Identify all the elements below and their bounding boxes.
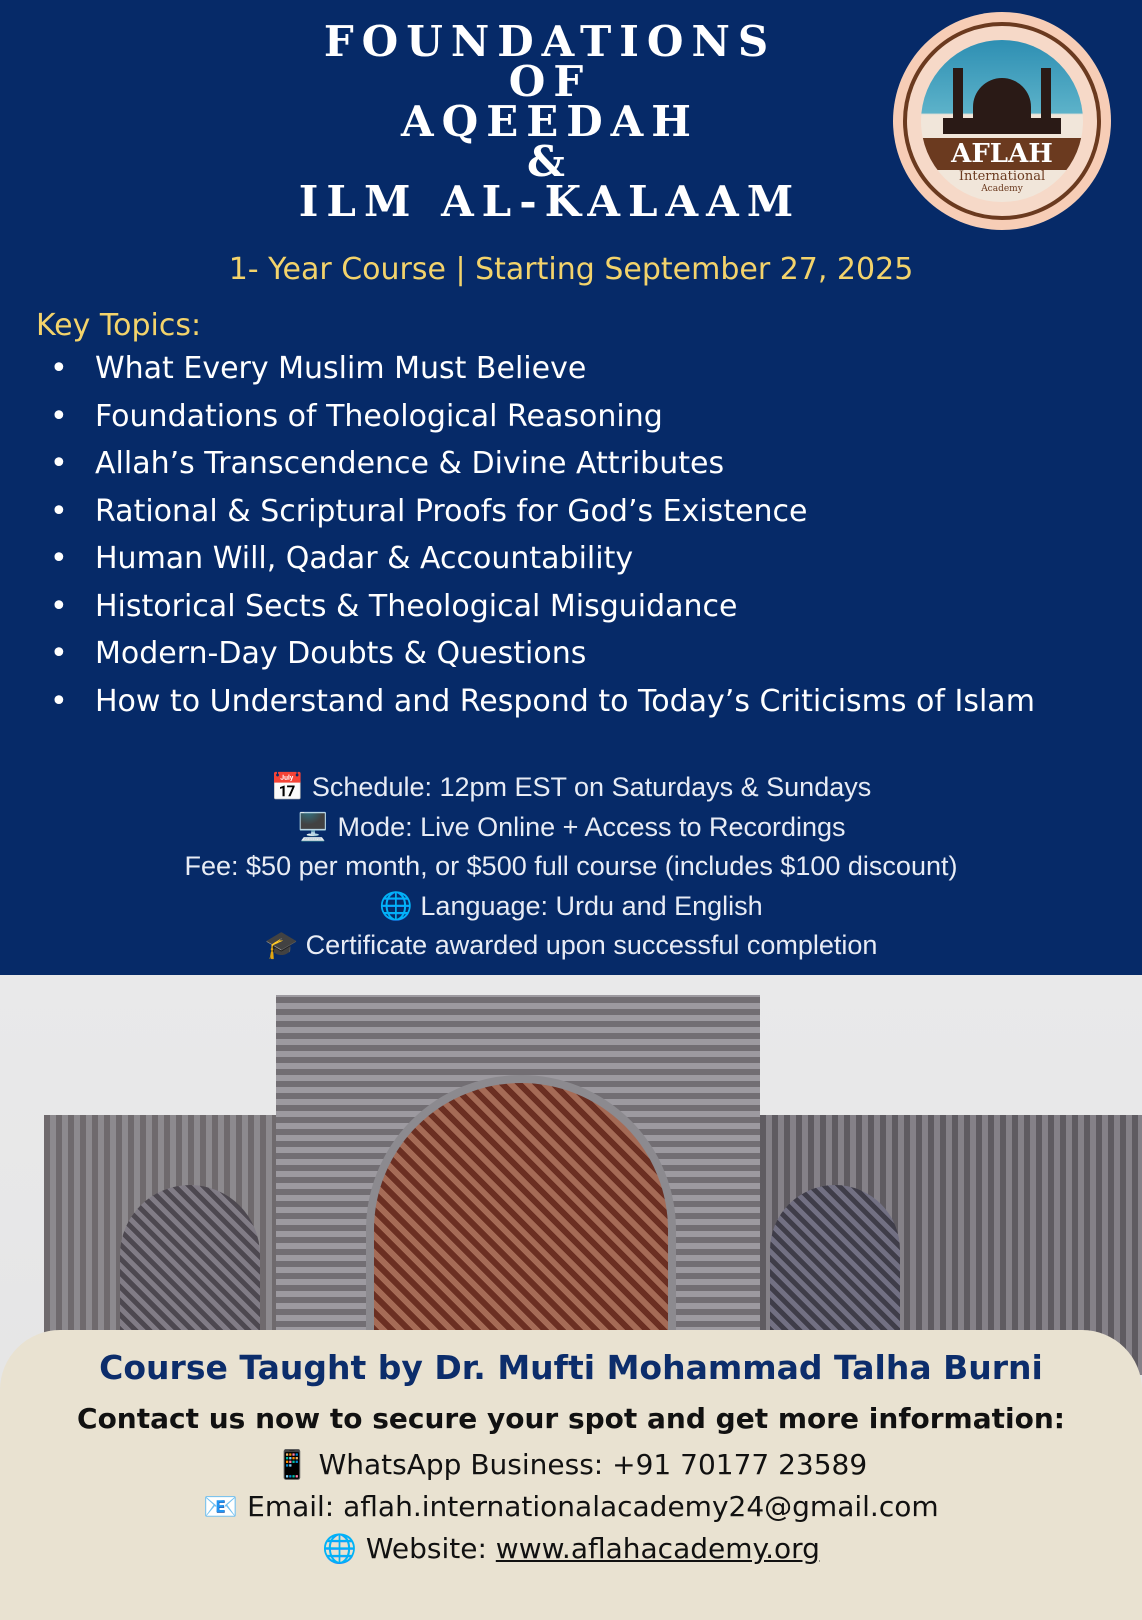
logo-subtitle-2: Academy <box>981 184 1023 194</box>
academy-logo <box>893 12 1111 230</box>
topic-item: • Historical Sects & Theological Misguidance <box>50 583 1110 631</box>
mosque-base <box>943 118 1061 134</box>
topic-item: • What Every Muslim Must Believe <box>50 345 1110 393</box>
fee-text: Fee: $50 per month, or $500 full course (includes $100 discount) <box>184 851 958 881</box>
logo-name: AFLAH <box>921 138 1083 170</box>
topic-item: • How to Understand and Respond to Today’s Criticisms of Islam <box>50 678 1110 726</box>
whatsapp-contact: 📱 WhatsApp Business: +91 70177 23589 <box>274 1448 868 1481</box>
topic-item: • Allah’s Transcendence & Divine Attributes <box>50 440 1110 488</box>
email-contact[interactable]: 📧 Email: aflah.internationalacademy24@gmail.com <box>203 1490 939 1523</box>
title-line-1: FOUNDATIONS <box>323 17 777 66</box>
language-text: 🌐 Language: Urdu and English <box>379 890 763 921</box>
website-link[interactable]: www.aflahacademy.org <box>495 1532 820 1565</box>
topics-list <box>50 345 1110 725</box>
topic-item: • Rational & Scriptural Proofs for God’s Existence <box>50 488 1110 536</box>
topic-item: • Foundations of Theological Reasoning <box>50 393 1110 441</box>
topic-item: • Human Will, Qadar & Accountability <box>50 535 1110 583</box>
website-contact <box>0 1532 1142 1565</box>
dome-icon <box>973 78 1031 120</box>
course-subtitle: 1- Year Course | Starting September 27, 2025 <box>228 252 914 287</box>
contact-heading: Contact us now to secure your spot and get more information: <box>77 1402 1065 1435</box>
logo-mosque-emblem <box>921 40 1083 202</box>
title-line-2: OF <box>508 57 592 106</box>
key-topics-heading: Key Topics: <box>36 308 202 343</box>
website-label: 🌐 Website: <box>322 1532 496 1565</box>
topic-item: • Modern-Day Doubts & Questions <box>50 630 1110 678</box>
course-details <box>0 768 1142 966</box>
logo-subtitle: International <box>958 169 1046 184</box>
schedule-text: 📅 Schedule: 12pm EST on Saturdays & Sundays <box>270 772 872 802</box>
teacher-heading: Course Taught by Dr. Mufti Mohammad Talha Burni <box>99 1348 1043 1387</box>
title-line-4: & <box>527 137 573 186</box>
minaret-icon <box>1041 68 1051 122</box>
title-line-3: AQEEDAH <box>401 97 699 146</box>
title-line-5: ILM AL-KALAAM <box>298 177 802 226</box>
minaret-icon <box>953 68 963 122</box>
certificate-text: 🎓 Certificate awarded upon successful completion <box>264 930 878 960</box>
mode-text: 🖥️ Mode: Live Online + Access to Recordings <box>296 811 846 842</box>
